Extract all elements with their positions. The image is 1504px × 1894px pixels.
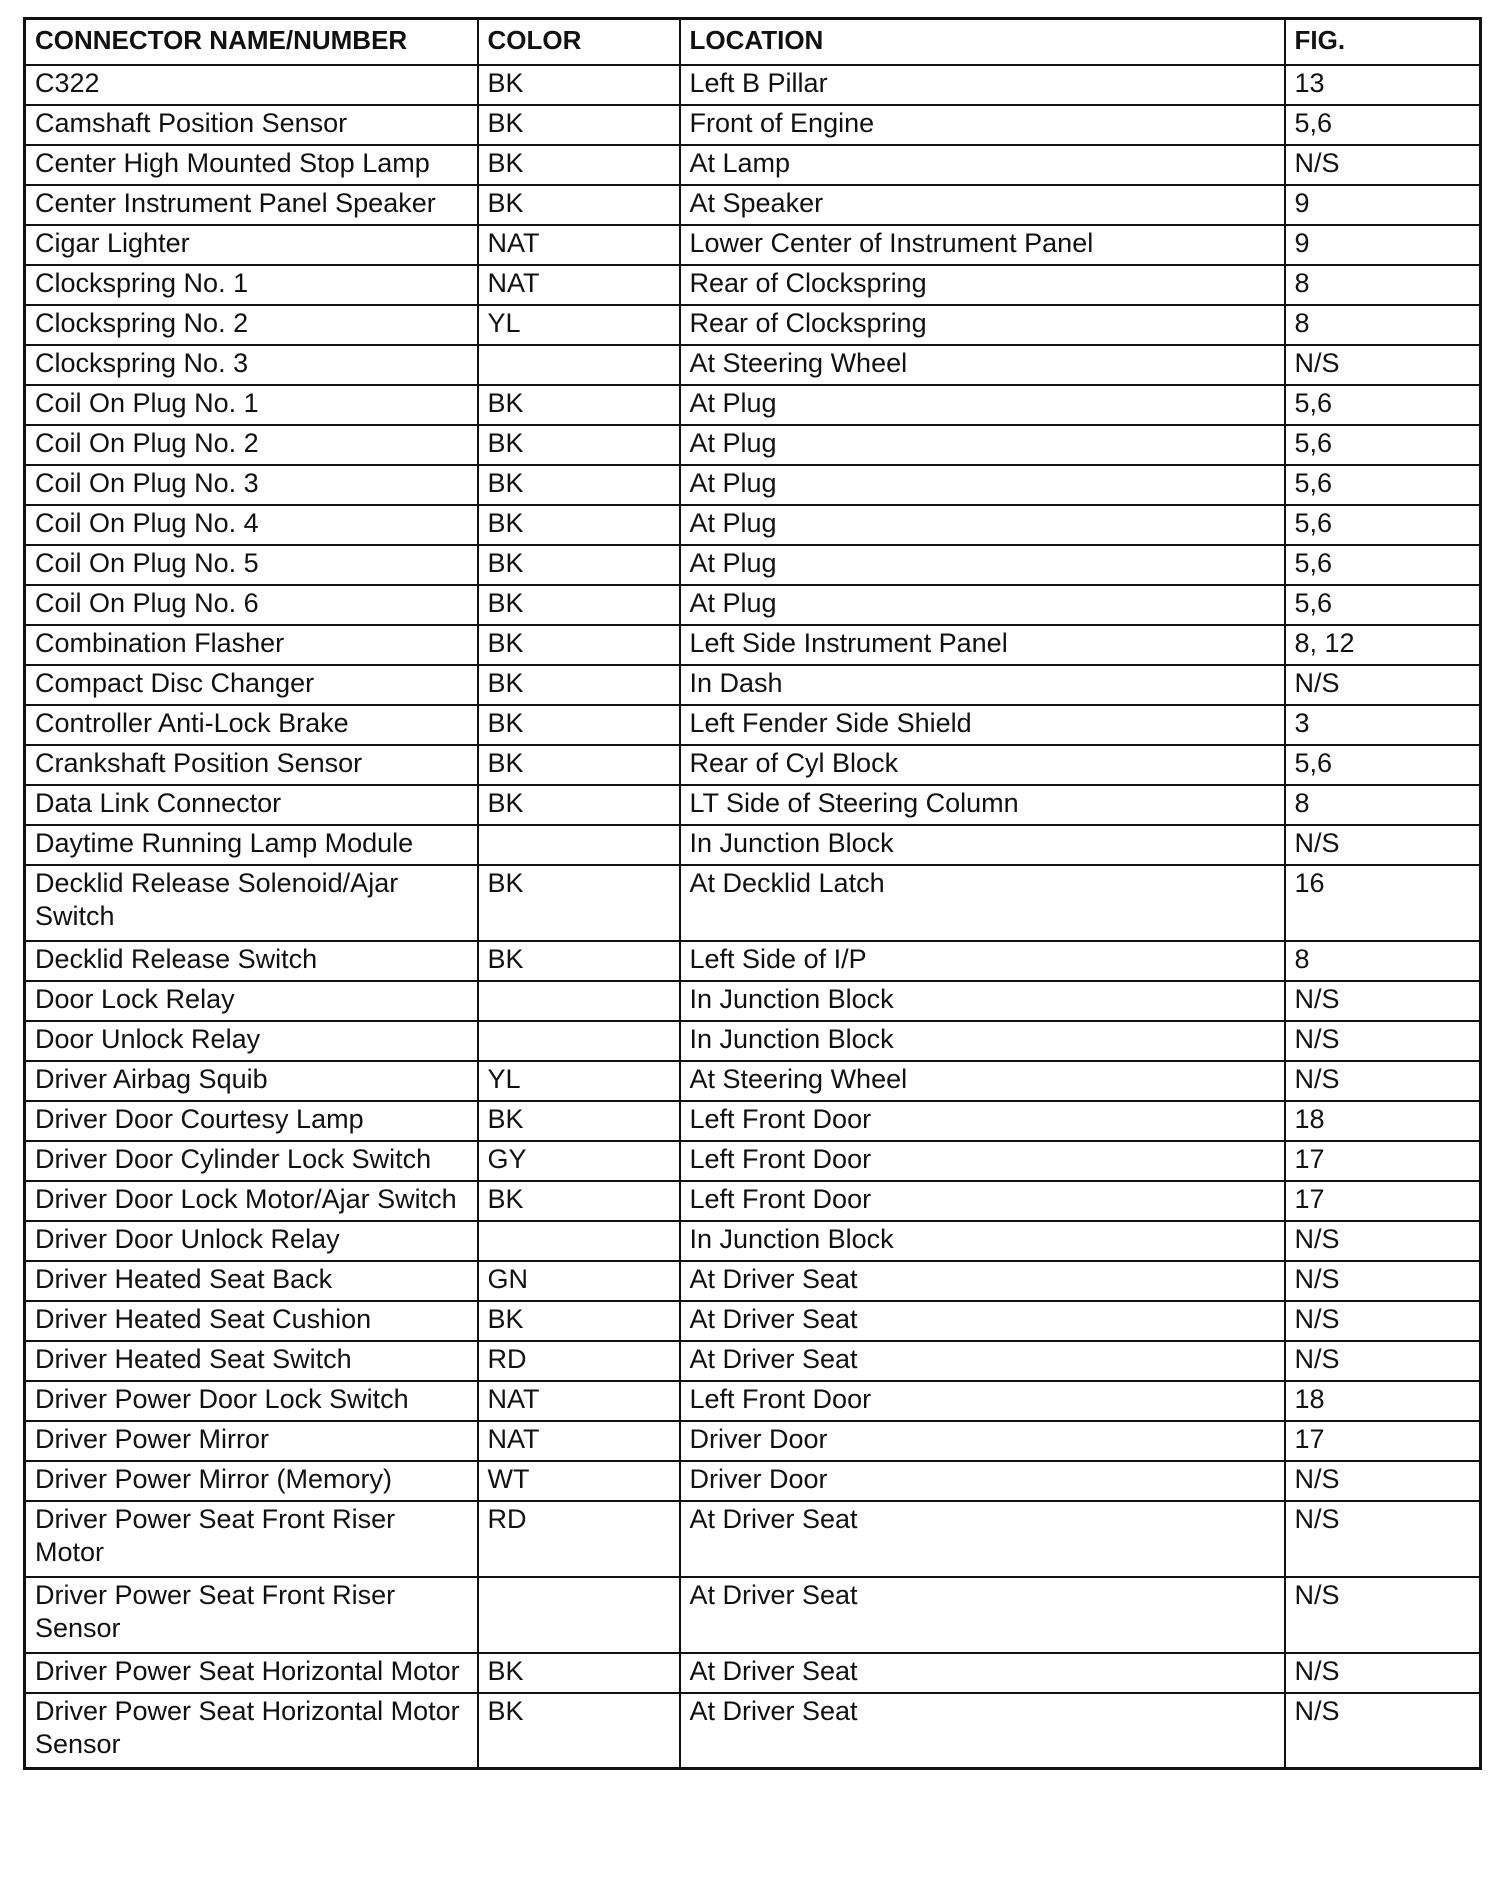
cell-color: WT <box>478 1461 680 1501</box>
cell-connector-name: Driver Power Seat Front Riser Motor <box>25 1501 478 1577</box>
cell-fig: 5,6 <box>1285 105 1481 145</box>
cell-color: BK <box>478 65 680 105</box>
cell-color: BK <box>478 185 680 225</box>
cell-color: BK <box>478 385 680 425</box>
cell-color <box>478 981 680 1021</box>
cell-location: At Plug <box>680 545 1285 585</box>
cell-fig: 9 <box>1285 185 1481 225</box>
table-row <box>25 1101 1481 1141</box>
header-location: LOCATION <box>680 19 1285 65</box>
table-row <box>25 585 1481 625</box>
table-row <box>25 1261 1481 1301</box>
cell-connector-name: Clockspring No. 1 <box>25 265 478 305</box>
cell-fig: 8 <box>1285 785 1481 825</box>
cell-color <box>478 1221 680 1261</box>
table-row <box>25 865 1481 941</box>
cell-connector-name: Driver Power Mirror (Memory) <box>25 1461 478 1501</box>
table-row <box>25 1693 1481 1769</box>
cell-connector-name: Driver Power Mirror <box>25 1421 478 1461</box>
cell-fig: N/S <box>1285 1061 1481 1101</box>
cell-connector-name: Daytime Running Lamp Module <box>25 825 478 865</box>
cell-location: At Plug <box>680 465 1285 505</box>
cell-connector-name: Decklid Release Switch <box>25 941 478 981</box>
table-row <box>25 785 1481 825</box>
cell-fig: 17 <box>1285 1141 1481 1181</box>
cell-color: BK <box>478 665 680 705</box>
table-row <box>25 1577 1481 1653</box>
table-row <box>25 1653 1481 1693</box>
table-body <box>25 65 1481 1769</box>
cell-fig: 16 <box>1285 865 1481 941</box>
cell-color: BK <box>478 505 680 545</box>
cell-color: BK <box>478 865 680 941</box>
cell-location: In Dash <box>680 665 1285 705</box>
cell-color: BK <box>478 745 680 785</box>
cell-location: At Steering Wheel <box>680 345 1285 385</box>
connector-table <box>23 17 1482 1770</box>
cell-color: BK <box>478 785 680 825</box>
cell-connector-name: Center High Mounted Stop Lamp <box>25 145 478 185</box>
cell-connector-name: Driver Heated Seat Back <box>25 1261 478 1301</box>
cell-fig: 5,6 <box>1285 465 1481 505</box>
cell-connector-name: Driver Heated Seat Switch <box>25 1341 478 1381</box>
cell-color: NAT <box>478 265 680 305</box>
cell-fig: 8, 12 <box>1285 625 1481 665</box>
cell-connector-name: Coil On Plug No. 4 <box>25 505 478 545</box>
cell-fig: N/S <box>1285 665 1481 705</box>
cell-color: BK <box>478 105 680 145</box>
cell-color: BK <box>478 705 680 745</box>
cell-fig: 13 <box>1285 65 1481 105</box>
cell-connector-name: Driver Power Seat Horizontal Motor Sensor <box>25 1693 478 1769</box>
cell-location: At Speaker <box>680 185 1285 225</box>
cell-fig: 17 <box>1285 1421 1481 1461</box>
cell-location: In Junction Block <box>680 1021 1285 1061</box>
cell-color: BK <box>478 1693 680 1769</box>
table-row <box>25 1381 1481 1421</box>
table-row <box>25 825 1481 865</box>
header-fig: FIG. <box>1285 19 1481 65</box>
cell-connector-name: Center Instrument Panel Speaker <box>25 185 478 225</box>
cell-connector-name: C322 <box>25 65 478 105</box>
cell-location: At Driver Seat <box>680 1301 1285 1341</box>
cell-fig: N/S <box>1285 1577 1481 1653</box>
table-row <box>25 65 1481 105</box>
connector-table-sheet <box>23 17 1479 1770</box>
cell-fig: 5,6 <box>1285 385 1481 425</box>
cell-color: BK <box>478 625 680 665</box>
cell-location: At Plug <box>680 425 1285 465</box>
cell-fig: 8 <box>1285 305 1481 345</box>
cell-color: BK <box>478 1653 680 1693</box>
table-row <box>25 105 1481 145</box>
cell-fig: 17 <box>1285 1181 1481 1221</box>
cell-fig: 3 <box>1285 705 1481 745</box>
table-row <box>25 1181 1481 1221</box>
cell-location: Left Side of I/P <box>680 941 1285 981</box>
table-row <box>25 1301 1481 1341</box>
cell-location: Left Front Door <box>680 1101 1285 1141</box>
cell-location: Left Fender Side Shield <box>680 705 1285 745</box>
cell-fig: N/S <box>1285 1461 1481 1501</box>
cell-color: BK <box>478 585 680 625</box>
cell-connector-name: Driver Power Door Lock Switch <box>25 1381 478 1421</box>
cell-connector-name: Coil On Plug No. 1 <box>25 385 478 425</box>
cell-color: NAT <box>478 1381 680 1421</box>
table-row <box>25 425 1481 465</box>
header-color: COLOR <box>478 19 680 65</box>
cell-fig: 18 <box>1285 1101 1481 1141</box>
cell-location: At Driver Seat <box>680 1341 1285 1381</box>
table-row <box>25 505 1481 545</box>
table-row <box>25 705 1481 745</box>
table-row <box>25 145 1481 185</box>
cell-color <box>478 825 680 865</box>
table-row <box>25 225 1481 265</box>
cell-location: At Steering Wheel <box>680 1061 1285 1101</box>
cell-location: Rear of Clockspring <box>680 265 1285 305</box>
cell-fig: 5,6 <box>1285 545 1481 585</box>
cell-fig: 8 <box>1285 265 1481 305</box>
cell-color: BK <box>478 465 680 505</box>
cell-connector-name: Coil On Plug No. 3 <box>25 465 478 505</box>
cell-location: At Driver Seat <box>680 1693 1285 1769</box>
cell-fig: N/S <box>1285 1653 1481 1693</box>
table-row <box>25 665 1481 705</box>
cell-location: At Lamp <box>680 145 1285 185</box>
table-row <box>25 465 1481 505</box>
cell-connector-name: Coil On Plug No. 6 <box>25 585 478 625</box>
cell-location: In Junction Block <box>680 1221 1285 1261</box>
cell-connector-name: Driver Power Seat Horizontal Motor <box>25 1653 478 1693</box>
cell-fig: N/S <box>1285 345 1481 385</box>
cell-location: At Plug <box>680 505 1285 545</box>
table-row <box>25 1421 1481 1461</box>
table-row <box>25 545 1481 585</box>
cell-color: NAT <box>478 225 680 265</box>
table-row <box>25 1501 1481 1577</box>
cell-color: GY <box>478 1141 680 1181</box>
cell-color: BK <box>478 545 680 585</box>
cell-fig: N/S <box>1285 825 1481 865</box>
cell-fig: N/S <box>1285 1341 1481 1381</box>
cell-fig: 18 <box>1285 1381 1481 1421</box>
cell-connector-name: Compact Disc Changer <box>25 665 478 705</box>
cell-color: RD <box>478 1501 680 1577</box>
cell-connector-name: Driver Door Courtesy Lamp <box>25 1101 478 1141</box>
cell-connector-name: Data Link Connector <box>25 785 478 825</box>
table-row <box>25 305 1481 345</box>
cell-fig: 5,6 <box>1285 585 1481 625</box>
cell-location: Left B Pillar <box>680 65 1285 105</box>
cell-color: YL <box>478 305 680 345</box>
table-row <box>25 385 1481 425</box>
cell-color: BK <box>478 1301 680 1341</box>
cell-fig: N/S <box>1285 1221 1481 1261</box>
cell-location: In Junction Block <box>680 825 1285 865</box>
table-row <box>25 981 1481 1021</box>
cell-location: At Decklid Latch <box>680 865 1285 941</box>
cell-connector-name: Crankshaft Position Sensor <box>25 745 478 785</box>
cell-location: Driver Door <box>680 1421 1285 1461</box>
cell-connector-name: Controller Anti-Lock Brake <box>25 705 478 745</box>
cell-connector-name: Camshaft Position Sensor <box>25 105 478 145</box>
cell-fig: N/S <box>1285 981 1481 1021</box>
cell-location: Rear of Clockspring <box>680 305 1285 345</box>
cell-fig: N/S <box>1285 1301 1481 1341</box>
table-row <box>25 345 1481 385</box>
cell-color <box>478 1021 680 1061</box>
cell-location: In Junction Block <box>680 981 1285 1021</box>
table-row <box>25 1021 1481 1061</box>
cell-fig: N/S <box>1285 1021 1481 1061</box>
cell-connector-name: Cigar Lighter <box>25 225 478 265</box>
cell-color: YL <box>478 1061 680 1101</box>
cell-color: BK <box>478 425 680 465</box>
cell-fig: 5,6 <box>1285 505 1481 545</box>
cell-fig: N/S <box>1285 145 1481 185</box>
cell-location: Left Front Door <box>680 1141 1285 1181</box>
cell-connector-name: Door Unlock Relay <box>25 1021 478 1061</box>
cell-location: Lower Center of Instrument Panel <box>680 225 1285 265</box>
cell-location: LT Side of Steering Column <box>680 785 1285 825</box>
cell-color: BK <box>478 145 680 185</box>
table-row <box>25 185 1481 225</box>
cell-location: At Plug <box>680 585 1285 625</box>
header-connector-name: CONNECTOR NAME/NUMBER <box>25 19 478 65</box>
cell-connector-name: Driver Door Cylinder Lock Switch <box>25 1141 478 1181</box>
cell-location: Left Front Door <box>680 1181 1285 1221</box>
cell-connector-name: Door Lock Relay <box>25 981 478 1021</box>
cell-location: At Driver Seat <box>680 1577 1285 1653</box>
cell-fig: 9 <box>1285 225 1481 265</box>
table-row <box>25 265 1481 305</box>
cell-location: At Plug <box>680 385 1285 425</box>
table-row <box>25 941 1481 981</box>
cell-connector-name: Driver Airbag Squib <box>25 1061 478 1101</box>
cell-color: BK <box>478 1101 680 1141</box>
cell-connector-name: Driver Heated Seat Cushion <box>25 1301 478 1341</box>
cell-connector-name: Clockspring No. 3 <box>25 345 478 385</box>
cell-color: GN <box>478 1261 680 1301</box>
cell-location: At Driver Seat <box>680 1653 1285 1693</box>
cell-fig: N/S <box>1285 1501 1481 1577</box>
cell-connector-name: Driver Power Seat Front Riser Sensor <box>25 1577 478 1653</box>
cell-location: Rear of Cyl Block <box>680 745 1285 785</box>
cell-location: Front of Engine <box>680 105 1285 145</box>
table-row <box>25 625 1481 665</box>
cell-connector-name: Coil On Plug No. 5 <box>25 545 478 585</box>
cell-location: At Driver Seat <box>680 1261 1285 1301</box>
cell-fig: 5,6 <box>1285 745 1481 785</box>
table-header-row <box>25 19 1481 65</box>
cell-connector-name: Driver Door Unlock Relay <box>25 1221 478 1261</box>
cell-connector-name: Coil On Plug No. 2 <box>25 425 478 465</box>
cell-fig: N/S <box>1285 1261 1481 1301</box>
table-row <box>25 1061 1481 1101</box>
cell-location: Left Front Door <box>680 1381 1285 1421</box>
table-row <box>25 745 1481 785</box>
cell-color: RD <box>478 1341 680 1381</box>
cell-fig: 8 <box>1285 941 1481 981</box>
cell-color: BK <box>478 941 680 981</box>
cell-fig: N/S <box>1285 1693 1481 1769</box>
cell-location: Left Side Instrument Panel <box>680 625 1285 665</box>
cell-color <box>478 1577 680 1653</box>
table-row <box>25 1341 1481 1381</box>
cell-fig: 5,6 <box>1285 425 1481 465</box>
cell-connector-name: Clockspring No. 2 <box>25 305 478 345</box>
cell-location: At Driver Seat <box>680 1501 1285 1577</box>
table-row <box>25 1221 1481 1261</box>
cell-connector-name: Decklid Release Solenoid/Ajar Switch <box>25 865 478 941</box>
cell-location: Driver Door <box>680 1461 1285 1501</box>
table-row <box>25 1461 1481 1501</box>
cell-connector-name: Driver Door Lock Motor/Ajar Switch <box>25 1181 478 1221</box>
table-row <box>25 1141 1481 1181</box>
cell-color: NAT <box>478 1421 680 1461</box>
cell-color <box>478 345 680 385</box>
cell-color: BK <box>478 1181 680 1221</box>
cell-connector-name: Combination Flasher <box>25 625 478 665</box>
